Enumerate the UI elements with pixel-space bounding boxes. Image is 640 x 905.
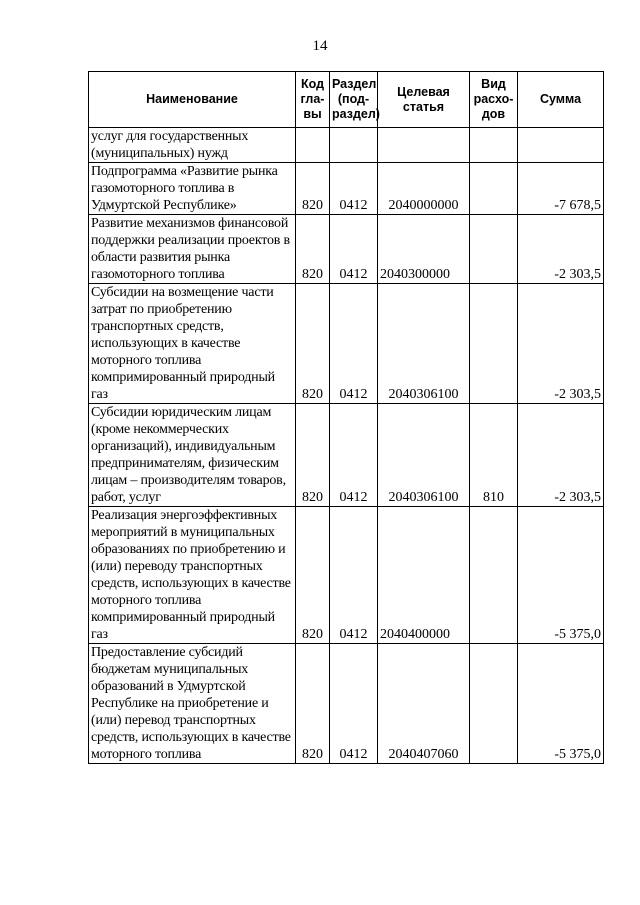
row-sum: -2 303,5 xyxy=(518,284,604,404)
row-target: 2040407060 xyxy=(378,644,470,764)
row-target: 2040306100 xyxy=(378,284,470,404)
row-section: 0412 xyxy=(330,284,378,404)
table-header-row xyxy=(89,72,604,128)
row-type: 810 xyxy=(470,404,518,507)
row-name: Развитие механизмов финансовой поддержки реализации проектов в области развития рынка газомоторного топлива xyxy=(89,215,296,284)
row-code: 820 xyxy=(296,644,330,764)
row-code: 820 xyxy=(296,404,330,507)
row-section: 0412 xyxy=(330,163,378,215)
table-row xyxy=(89,644,604,764)
header-type: Вид расхо-дов xyxy=(470,72,518,128)
row-code: 820 xyxy=(296,284,330,404)
row-name: Субсидии на возмещение части затрат по приобретению транспортных средств, использующих в качестве моторного топлива компримированный природный газ xyxy=(89,284,296,404)
row-type xyxy=(470,163,518,215)
row-name: Реализация энергоэффективных мероприятий в муниципальных образованиях по приобретению и (или) переводу транспортных средств, использующих в качестве моторного топлива компримированный природный газ xyxy=(89,507,296,644)
row-sum: -5 375,0 xyxy=(518,644,604,764)
row-type xyxy=(470,507,518,644)
header-target: Целевая статья xyxy=(378,72,470,128)
row-name: Предоставление субсидий бюджетам муниципальных образований в Удмуртской Республике на приобретение и (или) перевод транспортных средств, использующих в качестве моторного топлива xyxy=(89,644,296,764)
row-type xyxy=(470,284,518,404)
header-section: Раздел (под-раздел) xyxy=(330,72,378,128)
row-section: 0412 xyxy=(330,404,378,507)
header-name: Наименование xyxy=(89,72,296,128)
row-type xyxy=(470,128,518,163)
table-row xyxy=(89,163,604,215)
header-code: Код гла-вы xyxy=(296,72,330,128)
row-name: услуг для государственных (муниципальных) нужд xyxy=(89,128,296,163)
row-target: 2040300000 xyxy=(378,215,470,284)
row-sum: -2 303,5 xyxy=(518,215,604,284)
row-target: 2040000000 xyxy=(378,163,470,215)
header-sum: Сумма xyxy=(518,72,604,128)
row-target xyxy=(378,128,470,163)
row-section xyxy=(330,128,378,163)
row-sum: -2 303,5 xyxy=(518,404,604,507)
row-section: 0412 xyxy=(330,644,378,764)
row-sum xyxy=(518,128,604,163)
table-row xyxy=(89,215,604,284)
table-row xyxy=(89,404,604,507)
table-row xyxy=(89,284,604,404)
row-code: 820 xyxy=(296,215,330,284)
row-type xyxy=(470,644,518,764)
table-row xyxy=(89,507,604,644)
row-code xyxy=(296,128,330,163)
table-row xyxy=(89,128,604,163)
budget-table xyxy=(88,71,604,764)
row-section: 0412 xyxy=(330,507,378,644)
page-number: 14 xyxy=(312,38,328,54)
row-code: 820 xyxy=(296,163,330,215)
row-name: Субсидии юридическим лицам (кроме некоммерческих организаций), индивидуальным предпринимателям, физическим лицам – производителям товаров, работ, услуг xyxy=(89,404,296,507)
row-name: Подпрограмма «Развитие рынка газомоторного топлива в Удмуртской Республике» xyxy=(89,163,296,215)
row-sum: -7 678,5 xyxy=(518,163,604,215)
row-sum: -5 375,0 xyxy=(518,507,604,644)
row-code: 820 xyxy=(296,507,330,644)
row-target: 2040400000 xyxy=(378,507,470,644)
row-section: 0412 xyxy=(330,215,378,284)
row-target: 2040306100 xyxy=(378,404,470,507)
row-type xyxy=(470,215,518,284)
